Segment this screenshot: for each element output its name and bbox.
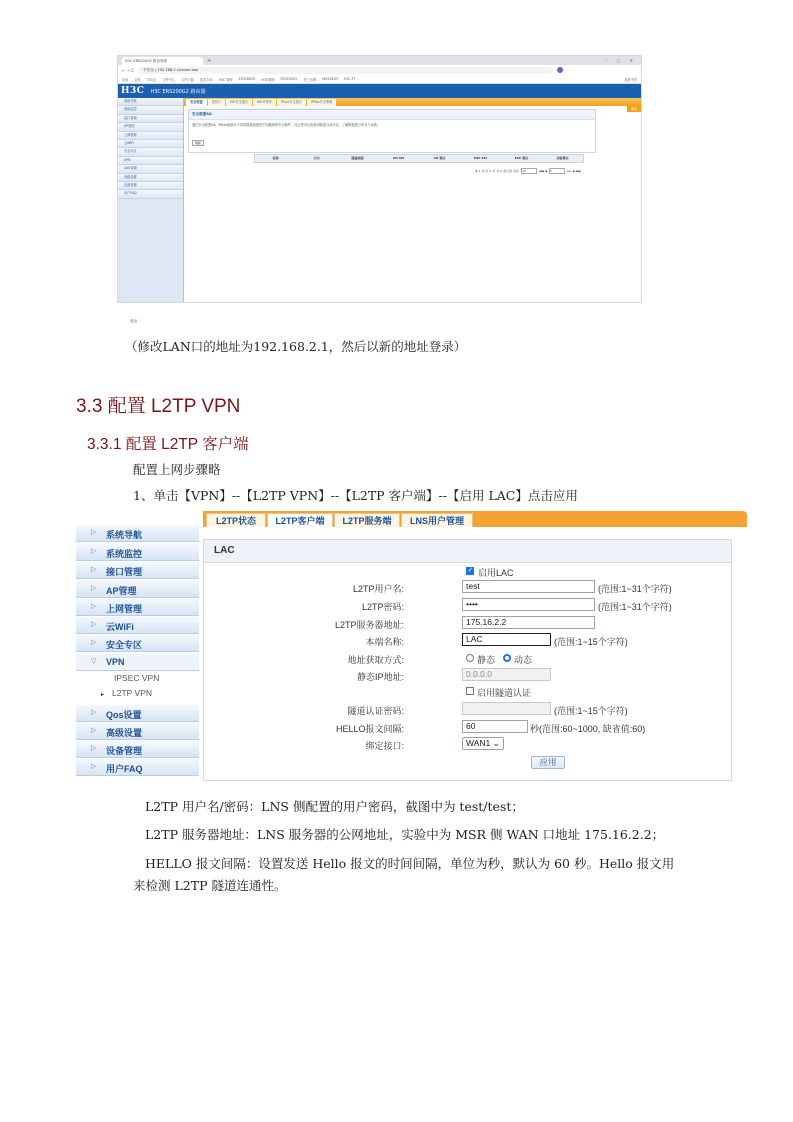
sidebar-sub-ipsec[interactable]: IPSEC VPN [114, 673, 160, 683]
tunnel-pw-hint: (范围:1~15个字符) [554, 706, 628, 716]
static-label: 静态 [477, 655, 496, 665]
static-ip-input[interactable]: 0.0.0.0 [462, 668, 551, 681]
password-label: L2TP密码: [361, 602, 404, 612]
column-header: ESP 算法 [514, 156, 529, 160]
column-header: AH 算法 [433, 156, 446, 160]
page-size-input[interactable]: 10 [521, 168, 537, 174]
pager-go-button[interactable]: Go [566, 169, 572, 173]
bookmark[interactable]: 文件中心 [162, 77, 176, 82]
new-tab-icon[interactable]: + [207, 58, 212, 64]
help-button[interactable]: 帮助 [627, 106, 641, 112]
apply-button[interactable]: 应用 [531, 756, 565, 769]
tab-ike-proposal[interactable]: IKE安全提议 [226, 99, 252, 106]
sidebar-item[interactable]: 系统监控 [118, 106, 183, 114]
sidebar-item[interactable]: VPN [118, 157, 183, 165]
browser-tab[interactable]: H3C ERS200G2 路由管理 [122, 57, 203, 65]
bookmark[interactable]: 技术支持 [199, 77, 213, 82]
column-header: AH SPI [392, 156, 405, 160]
window-controls[interactable]: – ▢ ✕ [605, 58, 637, 63]
password-input[interactable]: •••• [462, 598, 595, 611]
panel-title: 安全联盟SA [189, 110, 595, 120]
url-bar[interactable]: 不安全 | 192.168.2.1/home.asp [138, 67, 553, 74]
arrow-icon: ▷ [91, 621, 97, 628]
sidebar-item-advanced[interactable]: ▷ 高级设置 [76, 723, 199, 740]
sidebar-sub-l2tp[interactable]: ▸ L2TP VPN [101, 688, 153, 698]
tab-ipsec-proposal[interactable]: IPSec安全提议 [277, 99, 306, 106]
sidebar-item[interactable]: 安全专区 [118, 148, 183, 156]
bookmark[interactable]: H3C-FT [343, 77, 356, 81]
sa-panel [188, 109, 596, 153]
tunnel-pw-label: 隧道认证密码: [347, 706, 404, 716]
tab-ipsec-policy[interactable]: IPSec安全策略 [307, 99, 336, 106]
section-heading: 3.3 配置 L2TP VPN [76, 396, 241, 417]
bind-interface-select[interactable]: WAN1 ⌄ [462, 737, 504, 750]
arrow-icon: ▷ [91, 603, 97, 610]
tunnel-pw-input[interactable] [462, 702, 551, 715]
router-header [118, 84, 641, 98]
other-bookmarks[interactable]: 其他书签 [624, 77, 637, 82]
profile-avatar[interactable] [557, 67, 563, 73]
tab-lns-users[interactable]: LNS用户管理 [401, 513, 473, 527]
column-header: 加密算法 [556, 156, 569, 160]
static-radio[interactable] [466, 654, 474, 662]
note-hello-2: 来检测 L2TP 隧道连通性。 [133, 878, 287, 893]
note-hello-1: HELLO 报文间隔：设置发送 Hello 报文的时间间隔，单位为秒，默认为 60 秒。Hello 报文用 [145, 856, 675, 871]
sa-table [254, 154, 584, 163]
column-header: 名称 [272, 156, 279, 160]
bookmark[interactable]: WX5540H [322, 77, 338, 81]
router-title: H3C ERS200G2 路由器 [150, 88, 206, 95]
sidebar-item-security[interactable]: ▷ 安全专区 [76, 635, 199, 652]
sidebar-item[interactable]: 上网管理 [118, 132, 183, 140]
bookmarks-bar [118, 75, 641, 84]
sidebar-item-monitor[interactable]: ▷ 系统监控 [76, 544, 199, 561]
addr-mode-label: 地址获取方式: [347, 655, 404, 665]
dynamic-radio[interactable] [503, 654, 511, 662]
arrow-icon: ▷ [91, 639, 97, 646]
hello-hint: 秒(范围:60~1000, 缺省值:60) [530, 724, 646, 734]
password-hint: (范围:1~31个字符) [598, 602, 672, 612]
exit-link[interactable]: 退出 [130, 319, 138, 323]
step-intro: 配置上网步骤略 [133, 462, 221, 477]
tab-l2tp-server[interactable]: L2TP服务端 [334, 513, 400, 527]
column-header: 方向 [313, 156, 320, 160]
step-1: 1、单击【VPN】--【L2TP VPN】--【L2TP 客户端】--【启用 LAC】点击应用 [133, 488, 578, 503]
enable-lac-label: 启用LAC [478, 568, 514, 578]
static-ip-label: 静态IP地址: [356, 672, 404, 682]
column-header: 隧道两端 [351, 156, 364, 160]
bind-label: 绑定接口: [365, 741, 404, 751]
router-tabs [184, 98, 641, 106]
sidebar-item-nav[interactable]: ▷ 系统导航 [76, 525, 199, 542]
column-header: ESP SPI [474, 156, 487, 160]
h3c-logo: H3C [121, 86, 145, 96]
sidebar-item-cloud-wifi[interactable]: ▷ 云WiFi [76, 617, 199, 634]
panel-description: 通过安全联盟SA，IPSec能够对不同的数据流提供不同级别的安全保护，在这里可以查看到隧道当前状态，了解隧道建立的各个参数。 [192, 123, 381, 127]
l2tp-client-screenshot [76, 511, 747, 784]
sidebar-item[interactable]: 云WiFi [118, 140, 183, 148]
sidebar-item[interactable]: 高级设置 [118, 174, 183, 182]
lac-panel [203, 539, 732, 781]
username-hint: (范围:1~31个字符) [598, 584, 672, 594]
pager-next-icon[interactable]: ▶ ▶▶ [573, 169, 581, 173]
hello-label: HELLO报文间隔: [335, 724, 404, 734]
note-server: L2TP 服务器地址：LNS 服务器的公网地址，实验中为 MSR 侧 WAN 口地址 175.16.2.2； [145, 827, 665, 842]
bookmark[interactable]: ER5200G2 [280, 77, 298, 81]
sidebar-item-interface[interactable]: ▷ 接口管理 [76, 562, 199, 579]
sidebar-item-faq[interactable]: ▷ 用户FAQ [76, 759, 199, 776]
arrow-icon: ▷ [91, 709, 97, 716]
arrow-icon: ▷ [91, 529, 97, 536]
username-label: L2TP用户名: [352, 584, 404, 594]
tunnel-auth-checkbox[interactable] [466, 687, 474, 695]
local-name-hint: (范围:1~15个字符) [554, 637, 628, 647]
tunnel-auth-label: 启用隧道认证 [477, 688, 532, 698]
tab-ike-peer[interactable]: IKE对等体 [253, 99, 276, 106]
l2tp-tabbar [203, 511, 747, 527]
bookmark[interactable]: H3C 管理 [218, 77, 233, 82]
arrow-icon: ▷ [91, 585, 97, 592]
router-screenshot-1 [117, 55, 642, 323]
router-body [118, 98, 641, 323]
pager-text: 第 1 页/共 0 页 共 0 条记录 每页 [474, 169, 520, 173]
tab-l2tp-status[interactable]: L2TP状态 [206, 513, 266, 527]
pager-prev-icon[interactable]: ◀◀ ◀ [539, 169, 547, 173]
bookmark[interactable]: 文件下载 [181, 77, 194, 82]
tab-l2tp-client[interactable]: L2TP客户端 [267, 513, 333, 527]
arrow-icon: ▷ [91, 566, 97, 573]
arrow-icon: ▷ [91, 745, 97, 752]
l2tp-main [203, 511, 747, 784]
router-main [184, 98, 641, 302]
bookmark[interactable]: 学位证 [146, 77, 157, 82]
tab-sa[interactable]: 安全联盟 [186, 99, 207, 106]
bookmark[interactable]: 华三官网 [303, 77, 317, 82]
sidebar-item-ap[interactable]: ▷ AP管理 [76, 581, 199, 598]
username-input[interactable]: test [462, 580, 595, 593]
note-username: L2TP 用户名/密码：LNS 侧配置的用户密码，截图中为 test/test； [145, 799, 524, 814]
bookmark[interactable]: H3C管理 [261, 77, 275, 82]
sidebar-item[interactable]: AP管理 [118, 123, 183, 131]
page-input[interactable]: 1 [549, 168, 565, 174]
sidebar-item[interactable]: 设备管理 [118, 182, 183, 190]
arrow-icon: ▷ [91, 727, 97, 734]
lac-title: LAC [204, 540, 731, 563]
l2tp-sidebar [76, 511, 199, 784]
address-row [118, 65, 641, 75]
arrow-icon: ▷ [91, 548, 97, 555]
local-name-input[interactable]: LAC [462, 633, 551, 646]
refresh-button[interactable]: 刷新 [192, 140, 204, 146]
sidebar-item[interactable]: 接口管理 [118, 115, 183, 123]
subsection-heading: 3.3.1 配置 L2TP 客户端 [87, 436, 249, 453]
caption-lan-address: （修改LAN口的地址为192.168.2.1，然后以新的地址登录） [125, 339, 467, 354]
table-header [254, 154, 584, 163]
sidebar-item[interactable]: 系统导航 [118, 98, 183, 106]
sidebar-item-device[interactable]: ▷ 设备管理 [76, 741, 199, 758]
arrow-icon: ▷ [91, 763, 97, 770]
sidebar-item-vpn[interactable]: ▽ VPN [76, 654, 199, 671]
router-sidebar [118, 98, 184, 323]
local-name-label: 本端名称: [365, 637, 404, 647]
sidebar-item-qos[interactable]: ▷ Qos设置 [76, 705, 199, 722]
sidebar-item[interactable]: 用户FAQ [118, 190, 183, 198]
hello-input[interactable]: 60 [462, 720, 528, 733]
sidebar-item[interactable]: QoS设置 [118, 165, 183, 173]
nav-buttons[interactable]: ← → C [122, 67, 135, 73]
pager [475, 168, 581, 174]
bookmark[interactable]: 应用 [122, 77, 129, 82]
tab-virtual[interactable]: 虚拟口 [208, 99, 226, 106]
dynamic-label: 动态 [514, 655, 533, 665]
sidebar-item-internet[interactable]: ▷ 上网管理 [76, 599, 199, 616]
arrow-down-icon: ▽ [91, 658, 97, 665]
server-label: L2TP服务器地址: [334, 620, 404, 630]
enable-lac-checkbox[interactable] [466, 567, 474, 575]
server-input[interactable]: 175.16.2.2 [462, 616, 595, 629]
bookmark[interactable]: 百度 [134, 77, 141, 82]
sub-arrow-icon: ▸ [101, 692, 105, 698]
browser-tabbar [118, 56, 641, 65]
bookmark[interactable]: ER3260G2 [238, 77, 256, 81]
